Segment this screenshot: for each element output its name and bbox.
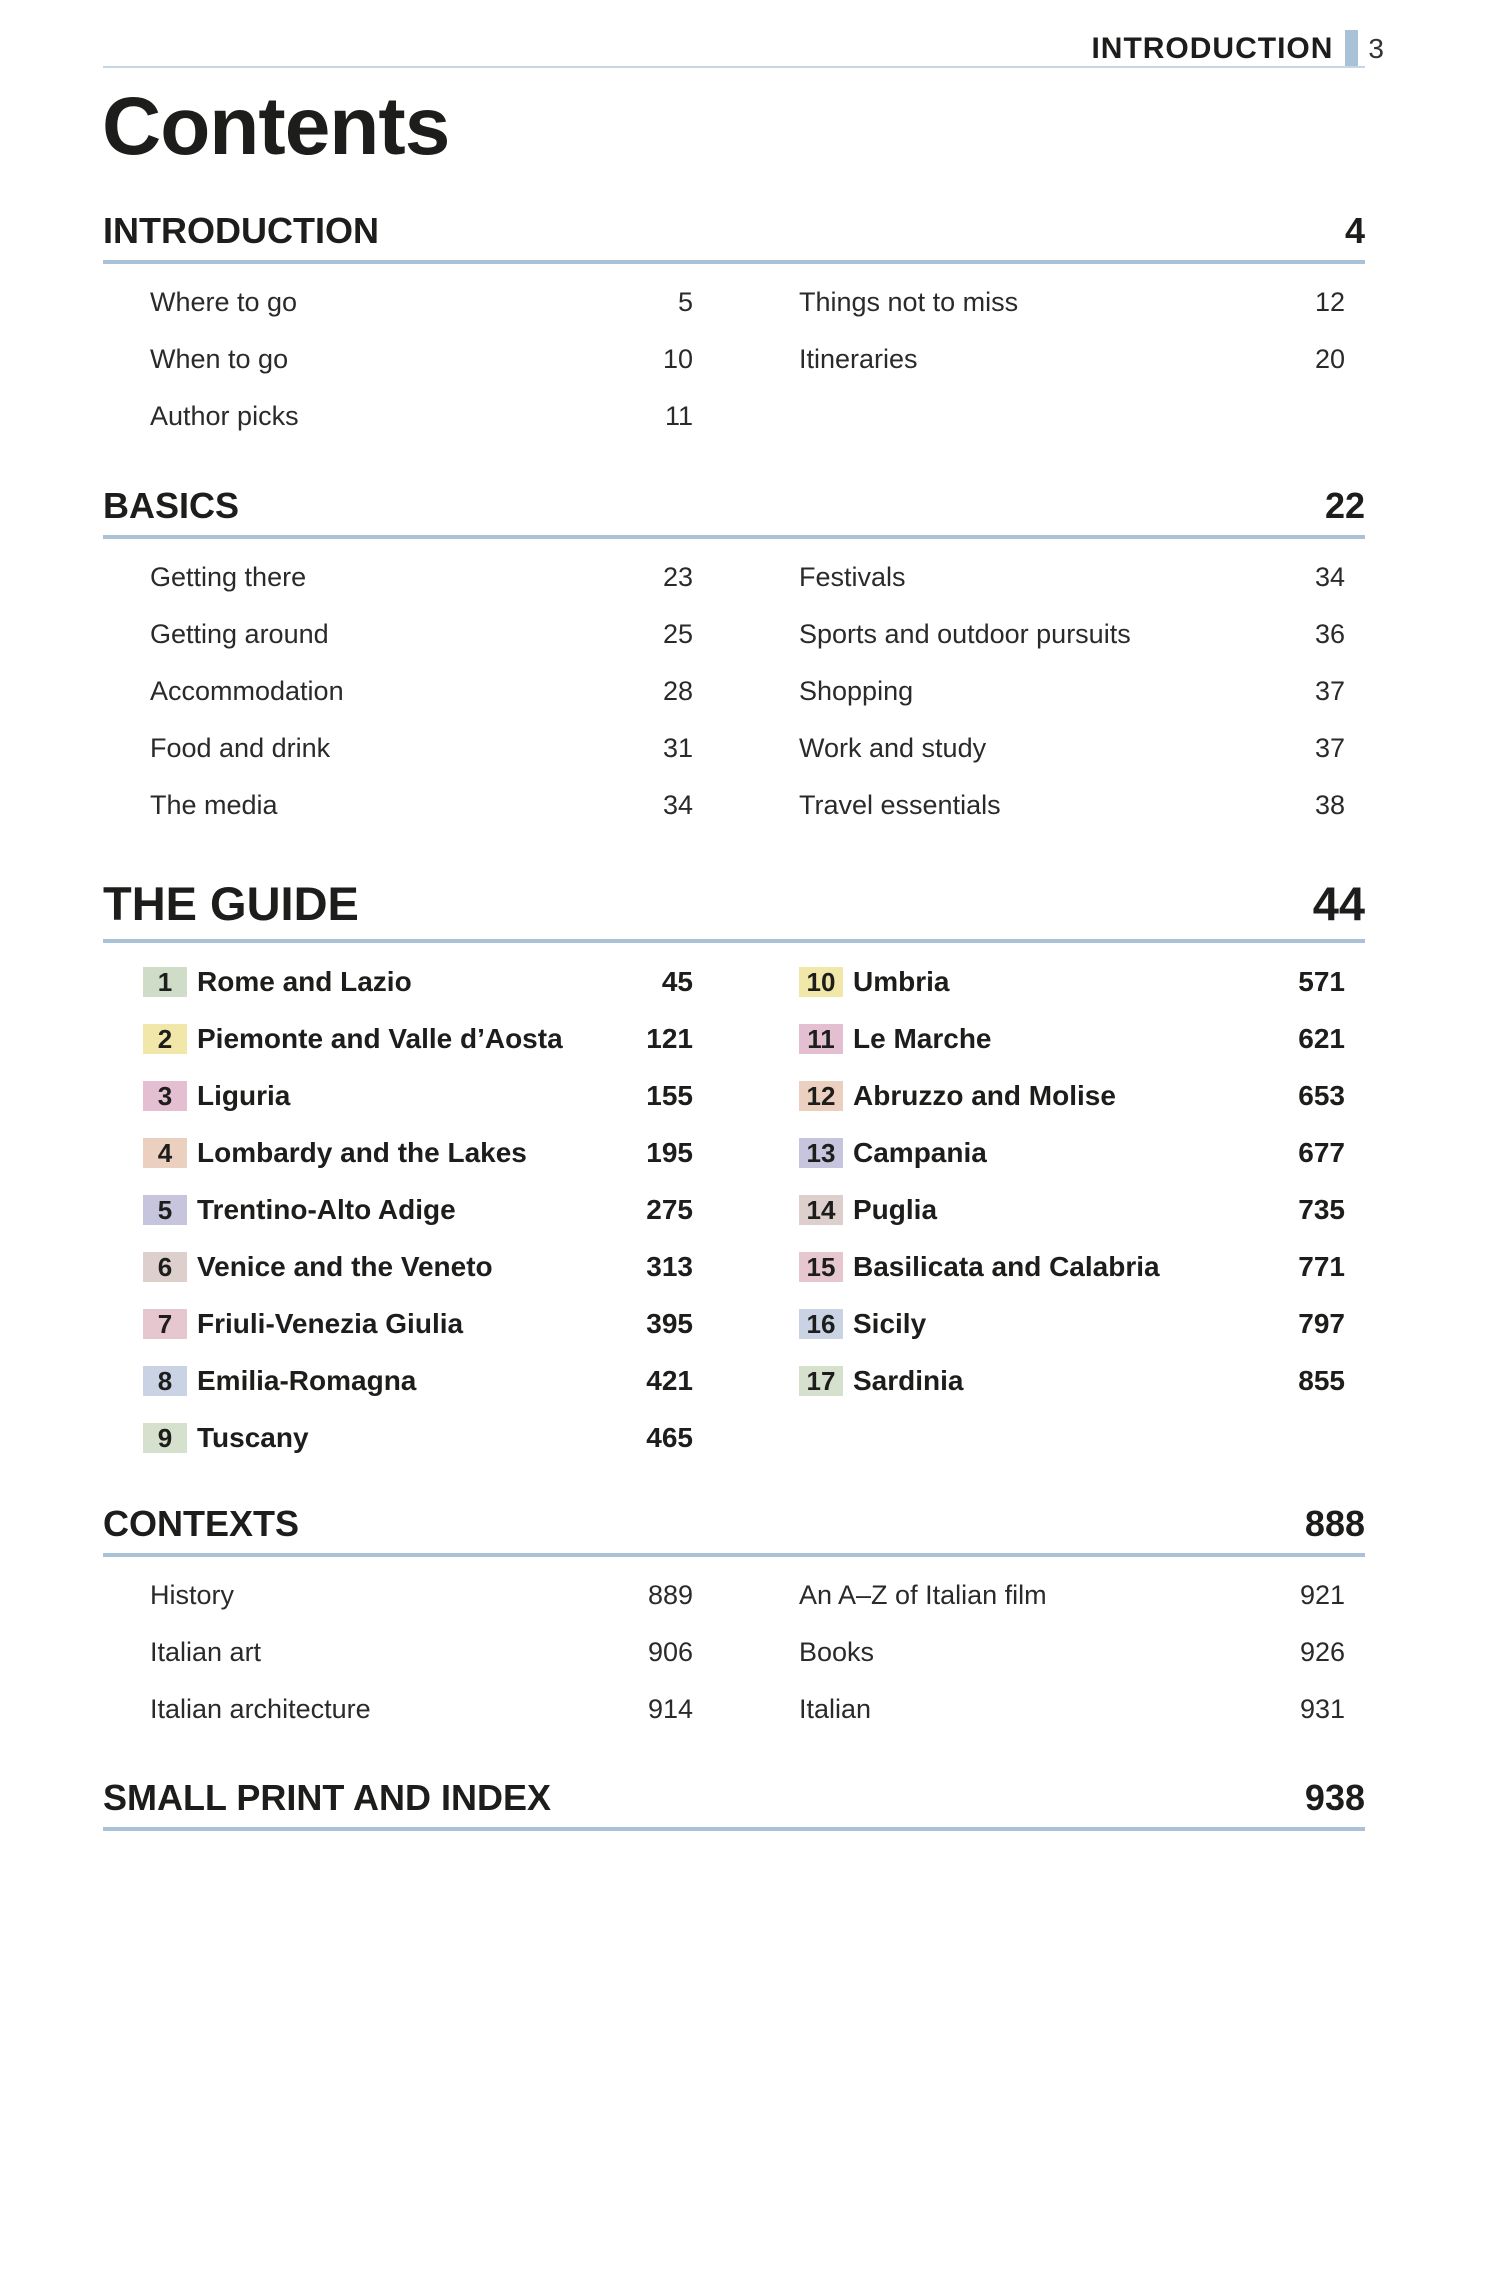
chapter-page: 621 bbox=[1298, 1022, 1345, 1054]
section-title: INTRODUCTION bbox=[103, 210, 379, 251]
entry-page: 25 bbox=[662, 619, 693, 649]
chapter-number-badge: 12 bbox=[799, 1081, 843, 1111]
entry-label: An A–Z of Italian film bbox=[799, 1580, 1047, 1610]
chapter-label: Piemonte and Valle d’Aosta bbox=[197, 1022, 563, 1054]
section-title: THE GUIDE bbox=[103, 877, 359, 930]
entry-page: 34 bbox=[1314, 562, 1345, 592]
entry-page: 37 bbox=[1314, 733, 1345, 763]
chapter-number-badge: 10 bbox=[799, 967, 843, 997]
chapter-label: Venice and the Veneto bbox=[197, 1250, 493, 1282]
toc-column-left bbox=[103, 274, 693, 445]
top-rule bbox=[103, 66, 1365, 68]
toc-column-right bbox=[799, 953, 1345, 1466]
toc-column-right bbox=[799, 549, 1345, 834]
entry-page: 906 bbox=[647, 1637, 693, 1667]
chapter-page: 275 bbox=[646, 1193, 693, 1225]
chapter-entry[interactable] bbox=[799, 1352, 1345, 1409]
section-title: BASICS bbox=[103, 485, 240, 526]
section-title: CONTEXTS bbox=[103, 1503, 300, 1544]
chapter-number-badge: 6 bbox=[143, 1252, 187, 1282]
toc-column-left bbox=[103, 1567, 693, 1738]
section-the-guide bbox=[103, 876, 1365, 1466]
chapter-page: 395 bbox=[646, 1307, 693, 1339]
chapter-label: Emilia-Romagna bbox=[197, 1364, 417, 1396]
chapter-page: 855 bbox=[1298, 1364, 1345, 1396]
entry-label: Work and study bbox=[799, 733, 987, 763]
chapter-page: 571 bbox=[1298, 965, 1345, 997]
chapter-entry[interactable] bbox=[799, 1181, 1345, 1238]
chapter-number-badge: 15 bbox=[799, 1252, 843, 1282]
chapter-entry[interactable] bbox=[799, 1067, 1345, 1124]
page-number: 3 bbox=[1368, 33, 1384, 64]
entry-label: Accommodation bbox=[150, 676, 344, 706]
toc-entry[interactable] bbox=[150, 549, 693, 606]
entry-label: Travel essentials bbox=[799, 790, 1001, 820]
toc-entry[interactable] bbox=[799, 777, 1345, 834]
entry-page: 914 bbox=[647, 1694, 693, 1724]
entry-page: 5 bbox=[677, 287, 693, 317]
entry-label: Author picks bbox=[150, 401, 299, 431]
entry-label: History bbox=[150, 1580, 235, 1610]
chapter-label: Sicily bbox=[853, 1307, 927, 1339]
chapter-number-badge: 14 bbox=[799, 1195, 843, 1225]
toc-entry[interactable] bbox=[799, 331, 1345, 388]
section-heading[interactable] bbox=[103, 1777, 1365, 1831]
entry-page: 889 bbox=[647, 1580, 693, 1610]
chapter-label: Basilicata and Calabria bbox=[853, 1250, 1160, 1282]
chapter-entry[interactable] bbox=[799, 953, 1345, 1010]
section-introduction bbox=[103, 210, 1365, 445]
entry-label: Italian art bbox=[150, 1637, 262, 1667]
section-contexts bbox=[103, 1503, 1365, 1738]
entry-page: 11 bbox=[664, 401, 693, 431]
section-heading[interactable] bbox=[103, 876, 1365, 943]
entry-label: Shopping bbox=[799, 676, 914, 706]
toc-column-right bbox=[799, 274, 1345, 445]
chapter-label: Campania bbox=[853, 1136, 987, 1168]
entry-page: 38 bbox=[1314, 790, 1345, 820]
chapter-page: 653 bbox=[1298, 1079, 1345, 1111]
section-page: 4 bbox=[1344, 210, 1365, 251]
page-title: Contents bbox=[102, 81, 450, 172]
toc-entry[interactable] bbox=[799, 274, 1345, 331]
entry-page: 10 bbox=[662, 344, 693, 374]
chapter-label: Friuli-Venezia Giulia bbox=[197, 1307, 464, 1339]
chapter-page: 195 bbox=[646, 1136, 693, 1168]
toc-entry[interactable] bbox=[799, 663, 1345, 720]
chapter-page: 421 bbox=[646, 1364, 693, 1396]
toc-entry[interactable] bbox=[150, 777, 693, 834]
section-title: SMALL PRINT AND INDEX bbox=[103, 1777, 552, 1818]
chapter-page: 313 bbox=[646, 1250, 693, 1282]
entry-page: 926 bbox=[1299, 1637, 1345, 1667]
toc-entry[interactable] bbox=[150, 1624, 693, 1681]
chapter-number-badge: 8 bbox=[143, 1366, 187, 1396]
toc-entry[interactable] bbox=[150, 331, 693, 388]
chapter-page: 155 bbox=[646, 1079, 693, 1111]
entry-page: 28 bbox=[662, 676, 693, 706]
chapter-number-badge: 13 bbox=[799, 1138, 843, 1168]
toc-entry[interactable] bbox=[799, 606, 1345, 663]
chapter-page: 797 bbox=[1298, 1307, 1345, 1339]
toc-entry[interactable] bbox=[150, 663, 693, 720]
chapter-label: Liguria bbox=[197, 1079, 291, 1111]
section-heading[interactable] bbox=[103, 485, 1365, 539]
chapter-page: 771 bbox=[1298, 1250, 1345, 1282]
chapter-page: 465 bbox=[646, 1421, 693, 1453]
chapter-number-badge: 7 bbox=[143, 1309, 187, 1339]
section-page: 22 bbox=[1324, 485, 1365, 526]
chapter-number-badge: 4 bbox=[143, 1138, 187, 1168]
entry-page: 931 bbox=[1299, 1694, 1345, 1724]
entry-label: Italian architecture bbox=[150, 1694, 371, 1724]
section-heading[interactable] bbox=[103, 210, 1365, 264]
chapter-entry[interactable] bbox=[143, 1238, 693, 1295]
chapter-label: Lombardy and the Lakes bbox=[197, 1136, 527, 1168]
chapter-number-badge: 16 bbox=[799, 1309, 843, 1339]
chapter-entry[interactable] bbox=[143, 953, 693, 1010]
chapter-page: 121 bbox=[646, 1022, 693, 1054]
entry-page: 12 bbox=[1314, 287, 1345, 317]
toc-entry[interactable] bbox=[799, 720, 1345, 777]
chapter-page: 735 bbox=[1298, 1193, 1345, 1225]
chapter-entry[interactable] bbox=[143, 1181, 693, 1238]
entry-label: Books bbox=[799, 1637, 875, 1667]
chapter-label: Rome and Lazio bbox=[197, 965, 412, 997]
toc-entry[interactable] bbox=[150, 720, 693, 777]
chapter-page: 677 bbox=[1298, 1136, 1345, 1168]
chapter-entry[interactable] bbox=[799, 1010, 1345, 1067]
toc-entry[interactable] bbox=[150, 274, 693, 331]
toc-entry[interactable] bbox=[150, 1567, 693, 1624]
entry-label: Getting around bbox=[150, 619, 329, 649]
section-small-print bbox=[103, 1777, 1365, 1831]
running-head-bar bbox=[1345, 30, 1358, 68]
entry-page: 36 bbox=[1314, 619, 1345, 649]
section-page: 888 bbox=[1304, 1503, 1365, 1544]
entry-page: 37 bbox=[1314, 676, 1345, 706]
toc-entry[interactable] bbox=[150, 388, 693, 445]
chapter-number-badge: 17 bbox=[799, 1366, 843, 1396]
entry-label: Where to go bbox=[150, 287, 298, 317]
toc-column-left bbox=[103, 549, 693, 834]
section-page: 44 bbox=[1312, 877, 1365, 930]
toc-column-left bbox=[103, 953, 693, 1466]
entry-page: 31 bbox=[662, 733, 693, 763]
entry-label: Sports and outdoor pursuits bbox=[799, 619, 1131, 649]
chapter-number-badge: 1 bbox=[143, 967, 187, 997]
chapter-entry[interactable] bbox=[143, 1352, 693, 1409]
entry-page: 34 bbox=[662, 790, 693, 820]
toc-entry[interactable] bbox=[799, 549, 1345, 606]
chapter-label: Trentino-Alto Adige bbox=[197, 1193, 456, 1225]
chapter-entry[interactable] bbox=[143, 1010, 693, 1067]
chapter-entry[interactable] bbox=[799, 1124, 1345, 1181]
chapter-label: Umbria bbox=[853, 965, 950, 997]
entry-page: 23 bbox=[662, 562, 693, 592]
toc-entry[interactable] bbox=[150, 606, 693, 663]
entry-page: 20 bbox=[1314, 344, 1345, 374]
running-head bbox=[1091, 28, 1384, 70]
section-basics bbox=[103, 485, 1365, 834]
entry-label: Itineraries bbox=[799, 344, 918, 374]
entry-label: Italian bbox=[799, 1694, 872, 1724]
chapter-number-badge: 3 bbox=[143, 1081, 187, 1111]
toc-entry[interactable] bbox=[150, 1681, 693, 1738]
chapter-number-badge: 11 bbox=[799, 1024, 843, 1054]
toc-column-right bbox=[799, 1567, 1345, 1738]
section-page: 938 bbox=[1304, 1777, 1365, 1818]
entry-label: Things not to miss bbox=[799, 287, 1019, 317]
chapter-entry[interactable] bbox=[143, 1067, 693, 1124]
chapter-entry[interactable] bbox=[143, 1124, 693, 1181]
chapter-number-badge: 5 bbox=[143, 1195, 187, 1225]
entry-label: The media bbox=[150, 790, 278, 820]
chapter-page: 45 bbox=[661, 965, 693, 997]
chapter-entry[interactable] bbox=[799, 1295, 1345, 1352]
chapter-entry[interactable] bbox=[799, 1238, 1345, 1295]
chapter-label: Le Marche bbox=[853, 1022, 992, 1054]
toc-entry[interactable] bbox=[799, 1567, 1345, 1624]
entry-label: When to go bbox=[150, 344, 289, 374]
entry-label: Food and drink bbox=[150, 733, 331, 763]
chapter-number-badge: 9 bbox=[143, 1423, 187, 1453]
toc-entry[interactable] bbox=[799, 1624, 1345, 1681]
entry-label: Festivals bbox=[799, 562, 906, 592]
entry-page: 921 bbox=[1299, 1580, 1345, 1610]
running-head-title: INTRODUCTION bbox=[1091, 32, 1334, 65]
entry-label: Getting there bbox=[150, 562, 307, 592]
chapter-label: Abruzzo and Molise bbox=[853, 1079, 1116, 1111]
toc-entry[interactable] bbox=[799, 1681, 1345, 1738]
chapter-number-badge: 2 bbox=[143, 1024, 187, 1054]
section-heading[interactable] bbox=[103, 1503, 1365, 1557]
chapter-label: Puglia bbox=[853, 1193, 938, 1225]
chapter-label: Tuscany bbox=[197, 1421, 309, 1453]
chapter-entry[interactable] bbox=[143, 1295, 693, 1352]
chapter-label: Sardinia bbox=[853, 1364, 964, 1396]
chapter-entry[interactable] bbox=[143, 1409, 693, 1466]
